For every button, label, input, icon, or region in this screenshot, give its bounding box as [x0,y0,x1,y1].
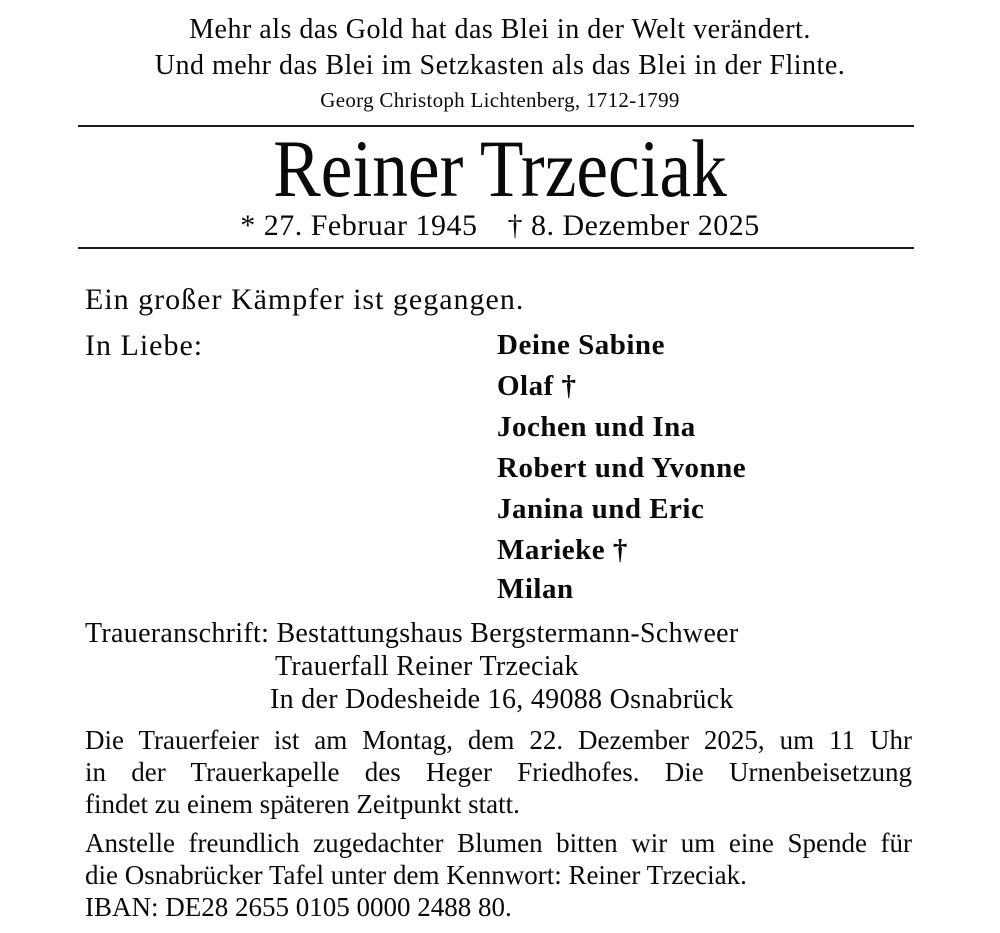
donation-info [85,827,912,923]
death-date: † 8. Dezember 2025 [507,209,760,242]
mourner-name: Olaf † [497,370,577,402]
mourner-name: Marieke † [497,534,628,566]
divider-bottom [78,247,914,249]
quote-line-1: Mehr als das Gold hat das Blei in der Welt verändert. [189,14,811,45]
address-line-2: Trauerfall Reiner Trzeciak [275,651,579,682]
donation-line-1: Anstelle freundlich zugedachter Blumen bitten wir um eine Spende für [85,828,912,858]
address-line-3: In der Dodesheide 16, 49088 Osnabrück [270,684,734,715]
quote-line-2: Und mehr das Blei im Setzkasten als das Blei in der Flinte. [154,50,846,81]
funeral-line-3: findet zu einem späteren Zeitpunkt statt. [85,789,520,819]
mourner-name: Milan [497,573,574,605]
notice-body [85,283,912,923]
condolence-address [85,617,912,716]
mourner-name: Jochen und Ina [497,411,696,443]
mourner-name: Deine Sabine [497,329,665,361]
mourner-name: Janina und Eric [497,493,705,525]
quote-attribution: Georg Christoph Lichtenberg, 1712-1799 [320,88,680,112]
life-dates [0,210,1000,242]
birth-date: * 27. Februar 1945 [240,209,478,242]
donation-iban: IBAN: DE28 2655 0105 0000 2488 80. [85,892,512,922]
mourning-label: In Liebe: [85,329,204,362]
mourner-name: Robert und Yvonne [497,452,747,484]
funeral-info [85,724,912,820]
mourning-section [85,325,912,607]
mourners-list [497,325,746,607]
farewell-message: Ein großer Kämpfer ist gegangen. [85,283,525,316]
deceased-name: Reiner Trzeciak [273,123,727,214]
quote-block [0,0,1000,84]
donation-line-2: die Osnabrücker Tafel unter dem Kennwort: Reiner Trzeciak. [85,860,747,890]
address-line-1: Traueranschrift: Bestattungshaus Bergstermann-Schweer [85,618,739,649]
funeral-line-2: in der Trauerkapelle des Heger Friedhofes. Die Urnenbeisetzung [85,757,912,787]
funeral-line-1: Die Trauerfeier ist am Montag, dem 22. Dezember 2025, um 11 Uhr [85,725,912,755]
